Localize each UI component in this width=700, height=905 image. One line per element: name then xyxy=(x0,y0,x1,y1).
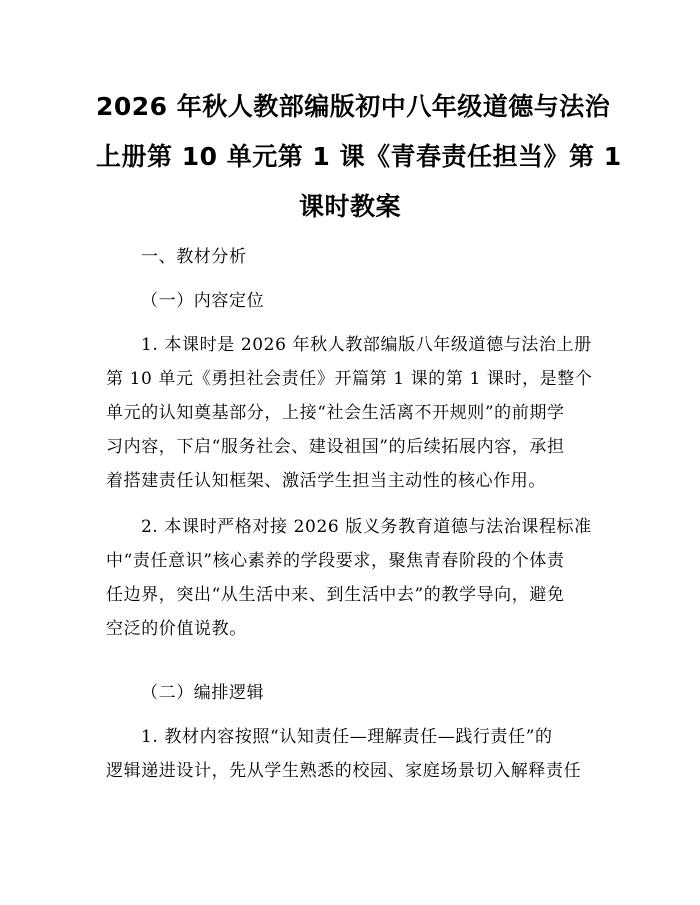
title-line-1: 2026 年秋人教部编版初中八年级道德与法治 xyxy=(96,92,611,121)
title-line-2: 上册第 10 单元第 1 课《青春责任担当》第 1 xyxy=(96,142,622,171)
title-line-3: 课时教案 xyxy=(298,192,401,221)
subsection-heading-arrangement-logic: （二）编排逻辑 xyxy=(141,683,265,703)
paragraph-arrangement-logic-1: 1. 教材内容按照“认知责任—理解责任—践行责任”的 逻辑递进设计，先从学生熟悉的校园、家庭场景切入解释责任 xyxy=(106,727,582,781)
section-heading-textbook-analysis: 一、教材分析 xyxy=(141,247,247,267)
subsection-heading-content-positioning: （一）内容定位 xyxy=(141,291,265,311)
paragraph-content-positioning-2: 2. 本课时严格对接 2026 版义务教育道德与法治课程标准 中“责任意识”核心素养的学段要求，聚焦青春阶段的个体责 任边界，突出“从生活中来、到生活中去”的教学导向，避免 空泛的价值说教。 xyxy=(106,517,592,639)
paragraph-content-positioning-1: 1. 本课时是 2026 年秋人教部编版八年级道德与法治上册 第 10 单元《勇担社会责任》开篇第 1 课的第 1 课时，是整个 单元的认知奠基部分，上接“社会生活离不开规则”的前期学 习内容，下启“服务社会、建设祖国”的后续拓展内容，承担 着搭建责任认知框架、激活学生担当主动性的核心作用。 xyxy=(106,335,593,491)
document-title xyxy=(96,82,622,232)
